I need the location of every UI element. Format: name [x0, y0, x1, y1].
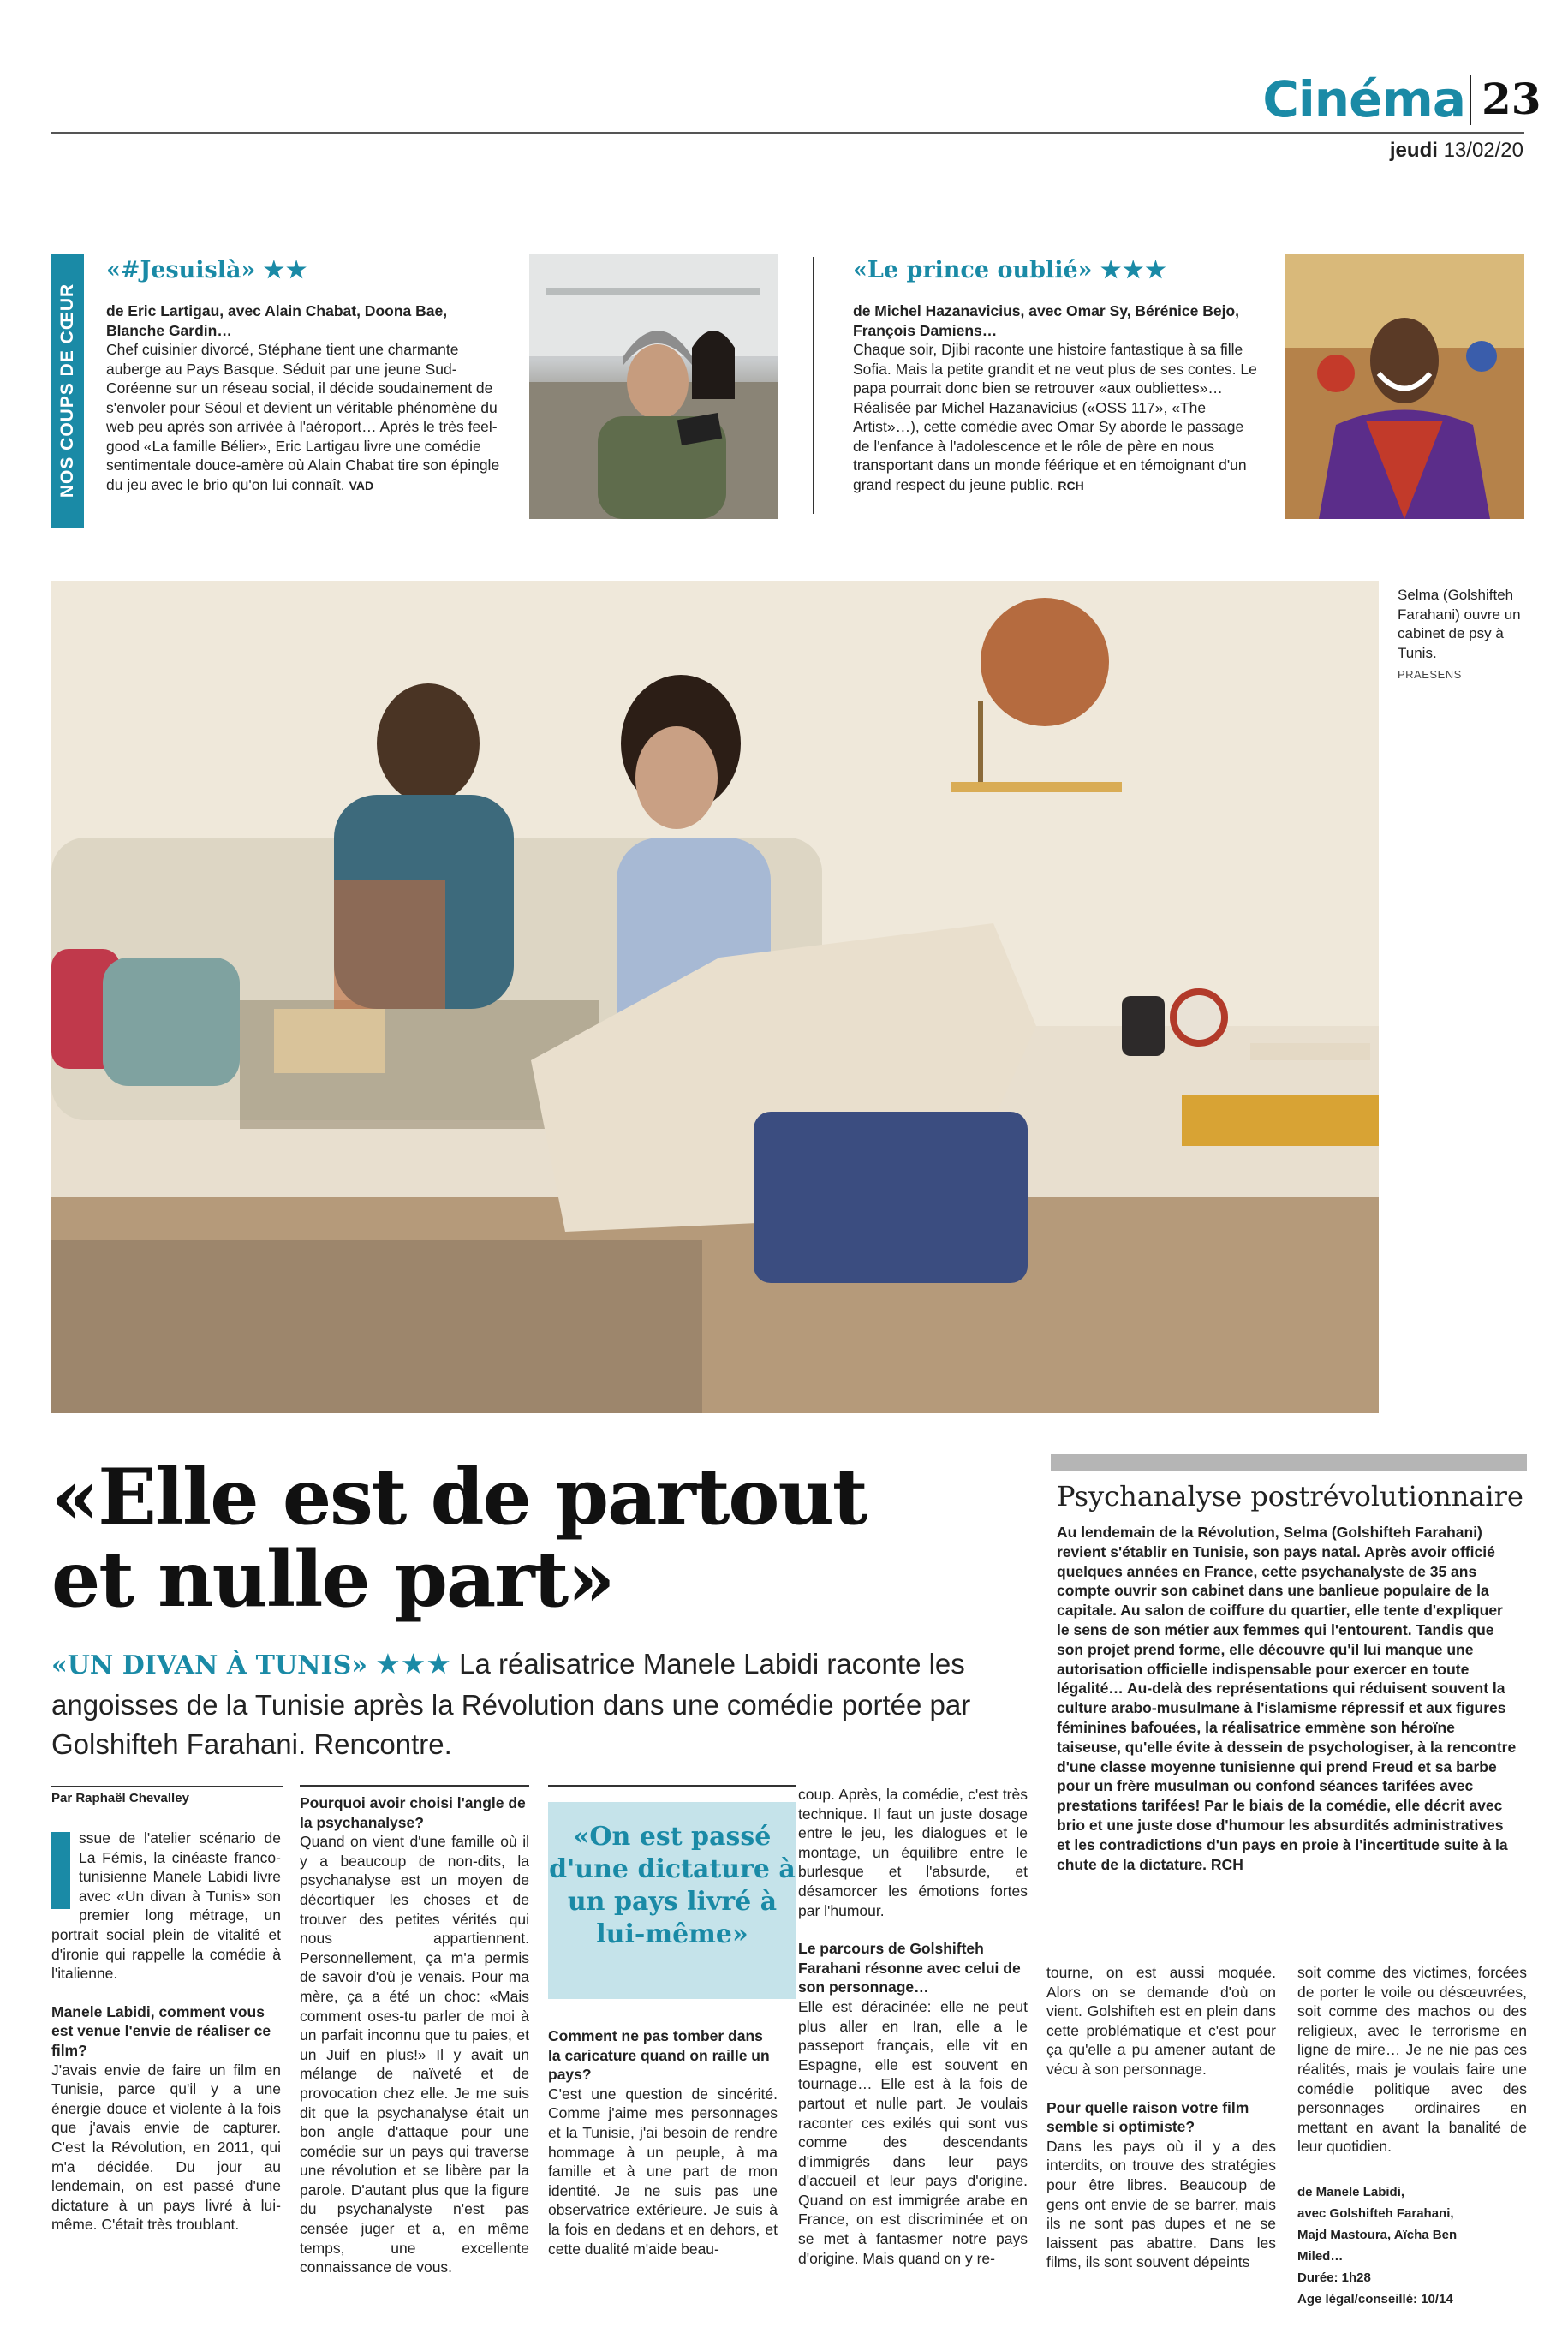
- film-info-director: de Manele Labidi,: [1297, 2185, 1405, 2199]
- headline-line-1: «Elle est de partout: [51, 1452, 867, 1542]
- intro-text: ssue de l'atelier scénario de La Fémis, la cinéaste franco-tunisienne Manele Labidi livre avec «Un divan à Tunis» son premier long métrage, un portrait social plein de vitalité et d'ironie qui rappelle la comédie à l'italienne.: [51, 1829, 281, 1983]
- column-4: [798, 1785, 1028, 2268]
- film-info-duration: Durée: 1h28: [1297, 2270, 1371, 2285]
- review-2-credits: de Michel Hazanavicius, avec Omar Sy, Bérénice Bejo, François Damiens…: [853, 302, 1239, 339]
- lead-text: La réalisatrice Manele Labidi raconte les angoisses de la Tunisie après la Révolution dans une comédie portée par Golshifteh Farahani. Rencontre.: [51, 1648, 971, 1760]
- column-2: [300, 1793, 529, 2277]
- issue-day: jeudi: [1389, 139, 1438, 162]
- coups-de-coeur-divider: [813, 257, 814, 514]
- synopsis-box-bar: [1051, 1454, 1527, 1471]
- answer-2: Quand on vient d'une famille où il y a beaucoup de non-dits, la psychanalyse est un moyen de décortiquer les choses et de trouver des petites vérités qui nous appartiennent. Personnellement, ça m'a permis de savoir d'où je venais. Pour ma mère, ça a été un choc: «Mais comment oses-tu parler de moi à un parfait inconnu que tu paies, et un Juif en plus!» Il y avait un mélange de naïveté et de provocation chez elle. Je me suis dit que la psychanalyse était un bon angle d'attaque pour une comédie sur un pays qui traverse une révolution et se libère par la parole. D'autant plus que la figure du psychanalyste n'est pas censée juger et a, en même temps, une excellente connaissance de vous.: [300, 1833, 529, 2276]
- photo-credit: PRAESENS: [1398, 668, 1462, 681]
- article-headline: [51, 1452, 867, 1625]
- column-6: [1297, 1963, 1527, 2157]
- main-film-still: [51, 581, 1379, 1413]
- review-2-title-text: «Le prince oublié»: [853, 257, 1093, 283]
- review-2-body: [853, 301, 1264, 495]
- review-1-credits: de Eric Lartigau, avec Alain Chabat, Doona Bae, Blanche Gardin…: [106, 302, 448, 339]
- review-1-stars: ★★: [263, 257, 309, 283]
- answer-5-continued: soit comme des victimes, forcées de porter le voile ou désœuvrées, soit comme des machos ou des religieux, avec le terrorisme en ligne de mire… Je ne nie pas ces réalités, mais je voulais faire une comédie politique avec des personnages ordinaires en mettant en avant la banalité de leur quotidien.: [1297, 1964, 1527, 2156]
- synopsis-box-body: [1057, 1523, 1519, 1874]
- issue-date: [1390, 139, 1523, 163]
- review-2-signature: RCH: [1058, 478, 1084, 492]
- synopsis-box-title: Psychanalyse postrévolutionnaire: [1057, 1480, 1523, 1513]
- pull-quote: «On est passé d'une dictature à un pays livré à lui-même»: [549, 1822, 796, 1949]
- review-2-title: [853, 257, 1168, 283]
- answer-4: Elle est déracinée: elle ne peut plus aller en Iran, elle a le passeport français, elle vit en Espagne, elle est souvent en tournage… Elle est à la fois de partout et nulle part. Je voulais raconter ces exilés qui sont vus comme des descendants d'immigrés dans leur pays d'accueil et leur pays d'origine. Quand on est immigrée arabe en France, on est discriminée et on se met à fantasmer notre pays d'origine. Mais quand on y re-: [798, 1997, 1028, 2267]
- question-3: Comment ne pas tomber dans la caricature quand on raille un pays?: [548, 2027, 770, 2084]
- article-lead: [51, 1644, 993, 1764]
- film-info: [1297, 2181, 1503, 2310]
- column-5: [1046, 1963, 1276, 2272]
- header-separator: [1470, 75, 1471, 125]
- answer-3: C'est une question de sincérité. Comme j'aime mes personnages et la Tunisie, j'ai besoin de rendre hommage à un peuple, à ma famille et à une part de mon identité. Je ne suis pas une observatrice extérieure. Je suis à la fois en dedans et en dehors, et cette dualité m'aide beau-: [548, 2085, 778, 2258]
- photo-caption: Selma (Golshifteh Farahani) ouvre un cabinet de psy à Tunis.: [1398, 587, 1521, 661]
- answer-4-continued: tourne, on est aussi moquée. Alors on se demande d'où on vient. Golshifteh est en plein dans cette problématique et c'est pour ça qu'elle a pu amener autant de vécu à son personnage.: [1046, 1964, 1276, 2078]
- synopsis-text: Au lendemain de la Révolution, Selma (Golshifteh Farahani) revient s'établir en Tunisie, son pays natal. Après avoir officié quelques années en France, cette psychanalyste de 35 ans compte ouvrir son cabinet dans une banlieue populaire de la capitale. Au salon de coiffure du quartier, elle tente d'expliquer le sens de son métier aux femmes qui l'entourent. Tandis que son projet prend forme, elle découvre qu'il lui manque une autorisation officielle indispensable pour exercer en toute légalité… Au-delà des représentations qui réduisent souvent la culture arabo-musulmane à l'islamisme répressif et aux figures féminines bafouées, la réalisatrice emmène son héroïne taiseuse, qu'elle évite à dessein de psychologiser, à la rencontre d'une classe moyenne tunisienne qui prend Freud et sa barbe pour un frère musulman ou confond séances tarifées avec prestations tarifées! Par le biais de la comédie, elle décrit avec brio et une juste dose d'humour les absurdités administratives et les contradictions d'un pays en proie à l'incertitude suite à la chute de la dictature.: [1057, 1524, 1517, 1873]
- prince-oublie-photo: [1285, 254, 1524, 519]
- issue-date-value: 13/02/20: [1443, 139, 1523, 162]
- film-info-age: Age légal/conseillé: 10/14: [1297, 2292, 1453, 2306]
- answer-1: J'avais envie de faire un film en Tunisie, parce qu'il y a une énergie douce et violente à la fois que j'avais envie de capturer. C'est la Révolution, en 2011, qui m'a décidée. Du jour au lendemain, on est passé d'une dictature à un pays livré à lui-même. C'était très troublant.: [51, 2061, 281, 2234]
- jesuisla-photo: [529, 254, 778, 519]
- answer-5: Dans les pays où il y a des interdits, on trouve des stratégies pour être libres. Beaucoup de gens ont envie de se barrer, mais ils ne sont pas dupes et ne se laissent pas abattre. Dans les films, ils sont souvent dépeints: [1046, 2137, 1276, 2271]
- column-3: [548, 2026, 778, 2258]
- page-number: 23: [1482, 74, 1541, 124]
- byline: Par Raphaël Chevalley: [51, 1786, 283, 1805]
- question-2: Pourquoi avoir choisi l'angle de la psychanalyse?: [300, 1794, 526, 1831]
- coups-de-coeur-label: NOS COUPS DE CŒUR: [57, 283, 77, 498]
- review-1-text: Chef cuisinier divorcé, Stéphane tient une charmante auberge au Pays Basque. Séduit par une jeune Sud-Coréenne sur un réseau social, il décide soudainement de s'envoler pour Séoul et devient un véritable phénomène du web peu après son arrivée à l'aéroport… Après le très feel-good «La famille Bélier», Eric Lartigau livre une comédie sentimentale douce-amère où Alain Chabat tire son épingle du jeu avec le brio qu'on lui connaît.: [106, 341, 500, 493]
- pull-quote-box: [548, 1802, 796, 1999]
- column-2-rule: [300, 1785, 529, 1787]
- question-4: Le parcours de Golshifteh Farahani résonne avec celui de son personnage…: [798, 1940, 1021, 1996]
- film-info-cast-1: avec Golshifteh Farahani,: [1297, 2206, 1454, 2221]
- answer-3-continued: coup. Après, la comédie, c'est très technique. Il faut un juste dosage entre le jeu, les dialogues et le montage, un équilibre entre le burlesque et l'absurde, et désamorcer les émotions fortes par l'humour.: [798, 1786, 1028, 1919]
- drop-cap-i: [51, 1832, 70, 1909]
- section-title: Cinéma: [1262, 70, 1465, 128]
- review-2-stars: ★★★: [1100, 257, 1168, 283]
- review-1-title: [106, 257, 308, 283]
- review-1-signature: VAD: [349, 478, 374, 492]
- film-info-cast-2: Majd Mastoura, Aïcha Ben Miled…: [1297, 2228, 1458, 2264]
- headline-line-2: et nulle part»: [51, 1534, 614, 1625]
- kicker-stars: ★★★: [375, 1648, 451, 1680]
- column-3-rule: [548, 1785, 796, 1787]
- synopsis-signature: RCH: [1210, 1855, 1243, 1873]
- question-5: Pour quelle raison votre film semble si optimiste?: [1046, 2098, 1249, 2136]
- column-1: [51, 1829, 281, 2235]
- coups-de-coeur-tab: [51, 254, 84, 528]
- question-1: Manele Labidi, comment vous est venue l'envie de réaliser ce film?: [51, 2002, 271, 2059]
- article-kicker: «UN DIVAN À TUNIS»: [51, 1650, 367, 1680]
- review-1-body: [106, 301, 502, 495]
- review-1-title-text: «#Jesuislà»: [106, 257, 256, 283]
- review-2-text: Chaque soir, Djibi raconte une histoire fantastique à sa fille Sofia. Mais la petite grandit et ne veut plus de ses contes. Le papa pourrait donc bien se retrouver «aux oubliettes»… Réalisée par Michel Hazanavicius («OSS 117», «The Artist»…), cette comédie avec Omar Sy aborde le passage de l'enfance à l'adolescence et le rôle de père en nous transportant dans un monde féérique et en témoignant d'un grand respect du jeune public.: [853, 341, 1257, 493]
- header-rule: [51, 132, 1524, 134]
